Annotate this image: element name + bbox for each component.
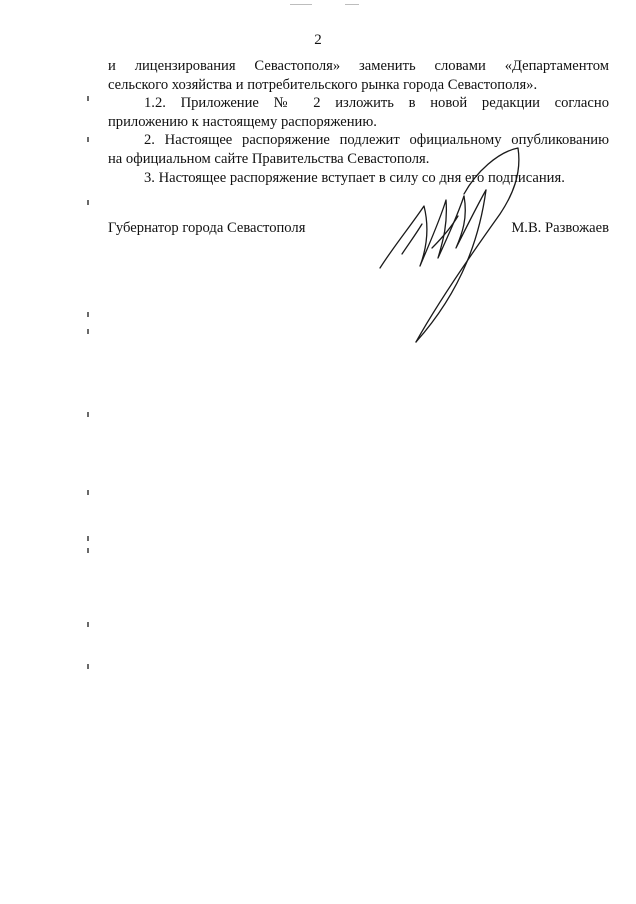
scan-artifact bbox=[87, 329, 89, 334]
text-line: и лицензирования Севастополя» заменить словами «Департаментом bbox=[108, 58, 609, 74]
paragraph-item-1-2 bbox=[108, 94, 609, 131]
scan-artifact bbox=[87, 200, 89, 205]
text-line: приложению к настоящему распоряжению. bbox=[108, 113, 377, 130]
text-line: на официальном сайте Правительства Севастополя. bbox=[108, 150, 430, 167]
text-line: сельского хозяйства и потребительского рынка города Севастополя». bbox=[108, 76, 538, 93]
signatory-name: М.В. Развожаев bbox=[511, 220, 609, 236]
text-line: 2. Настоящее распоряжение подлежит официальному опубликованию bbox=[144, 132, 609, 149]
paragraph-continuation bbox=[108, 57, 609, 94]
page-number: 2 bbox=[314, 32, 322, 48]
scan-artifact bbox=[87, 622, 89, 627]
scan-artifact bbox=[87, 412, 89, 417]
scan-artifact bbox=[87, 96, 89, 101]
scan-artifact bbox=[345, 4, 359, 5]
scan-artifact bbox=[87, 536, 89, 541]
handwritten-signature bbox=[372, 138, 552, 348]
scan-artifact bbox=[87, 548, 89, 553]
text-line: 3. Настоящее распоряжение вступает в силу со дня его подписания. bbox=[144, 169, 565, 186]
scan-artifact bbox=[87, 490, 89, 495]
text-line: 1.2. Приложение № 2 изложить в новой редакции согласно bbox=[144, 95, 609, 112]
signatory-title: Губернатор города Севастополя bbox=[108, 220, 306, 236]
scan-artifact bbox=[290, 4, 312, 5]
scan-artifact bbox=[87, 137, 89, 142]
scan-artifact bbox=[87, 312, 89, 317]
scan-artifact bbox=[87, 664, 89, 669]
